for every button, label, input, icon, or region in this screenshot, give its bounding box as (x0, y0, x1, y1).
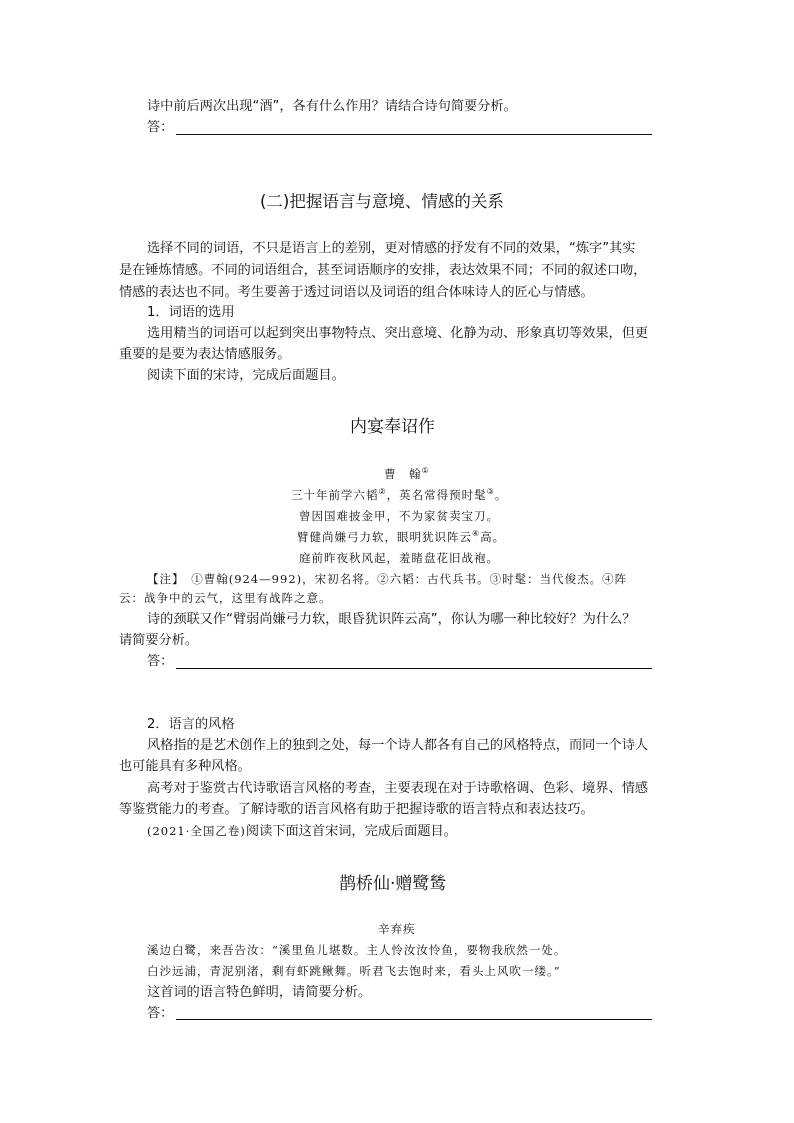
poem1-author: 曹 翰① (384, 466, 430, 481)
poem1-line-4: 庭前昨夜秋风起，羞睹盘花旧战袍。 (299, 551, 499, 565)
q1-answer-label: 答： (147, 120, 174, 135)
poem2-line-2: 白沙远浦，青泥别渚，剩有虾跳鳅舞。听君飞去饱时来，看头上风吹一缕。” (147, 964, 561, 978)
poem2-author: 辛弃疾 (378, 922, 416, 936)
q3-answer-label: 答： (147, 1006, 174, 1021)
poem1-notes-2: 云：战争中的云气，这里有战阵之意。 (119, 591, 332, 605)
poem1-line-3: 臂健尚嫌弓力软，眼明犹识阵云④高。 (297, 529, 506, 544)
q3-question: 这首词的语言特色鲜明，请简要分析。 (147, 985, 372, 1000)
q2-question-2: 请简要分析。 (119, 633, 199, 648)
poem1-line-1: 三十年前学六韬②，英名常得预时髦③。 (291, 487, 508, 502)
part2-heading: 2．语言的风格 (147, 717, 235, 732)
part2-para2-1: 高考对于鉴赏古代诗歌语言风格的考查，主要表现在对于诗歌格调、色彩、境界、情感 (147, 781, 649, 796)
poem1-title: 内宴奉诏作 (350, 417, 435, 437)
intro-line-3: 情感的表达也不同。考生要善于透过词语以及词语的组合体味诗人的匠心与情感。 (119, 285, 594, 300)
q1-question: 诗中前后两次出现“酒”，各有什么作用？请结合诗句简要分析。 (147, 99, 517, 114)
intro-line-1: 选择不同的词语，不只是语言上的差别，更对情感的抒发有不同的效果，“炼字”其实 (147, 241, 636, 256)
q2-answer-line[interactable] (176, 668, 652, 669)
part2-para1-1: 风格指的是艺术创作上的独到之处，每一个诗人都各有自己的风格特点，而同一个诗人 (147, 738, 649, 753)
intro-line-2: 是在锤炼情感。不同的词语组合，甚至词语顺序的安排，表达效果不同；不同的叙述口吻， (119, 263, 647, 278)
q3-answer-line[interactable] (176, 1019, 652, 1020)
part1-desc-2: 重要的是要为表达情感服务。 (119, 347, 291, 362)
q2-question-1: 诗的颈联又作“臂弱尚嫌弓力软，眼昏犹识阵云高”，你认为哪一种比较好？为什么？ (147, 612, 636, 627)
section-title: (二)把握语言与意境、情感的关系 (260, 192, 504, 211)
q1-answer-line[interactable] (176, 134, 652, 135)
poem2-title: 鹊桥仙·赠鹭鸶 (339, 874, 447, 894)
part2-para2-2: 等鉴赏能力的考查。了解诗歌的语言风格有助于把握诗歌的语言特点和表达技巧。 (119, 802, 594, 817)
part1-instruction: 阅读下面的宋诗，完成后面题目。 (147, 368, 345, 383)
poem1-line-2: 曾因国难披金甲，不为家贫卖宝刀。 (299, 509, 499, 523)
part1-heading: 1．词语的选用 (147, 305, 235, 320)
poem1-notes-1: 【注】 ①曹翰(924—992)，宋初名将。②六韬：古代兵书。③时髦：当代俊杰。④阵 (147, 572, 628, 586)
part2-source: (2021·全国乙卷)阅读下面这首宋词，完成后面题目。 (147, 824, 457, 839)
poem2-line-1: 溪边白鹭，来吾告汝：“溪里鱼儿堪数。主人怜汝汝怜鱼，要物我欣然一处。 (147, 943, 567, 957)
q2-answer-label: 答： (147, 654, 174, 669)
part2-para1-2: 也可能具有多种风格。 (119, 759, 251, 774)
part1-desc-1: 选用精当的词语可以起到突出事物特点、突出意境、化静为动、形象真切等效果，但更 (147, 326, 649, 341)
